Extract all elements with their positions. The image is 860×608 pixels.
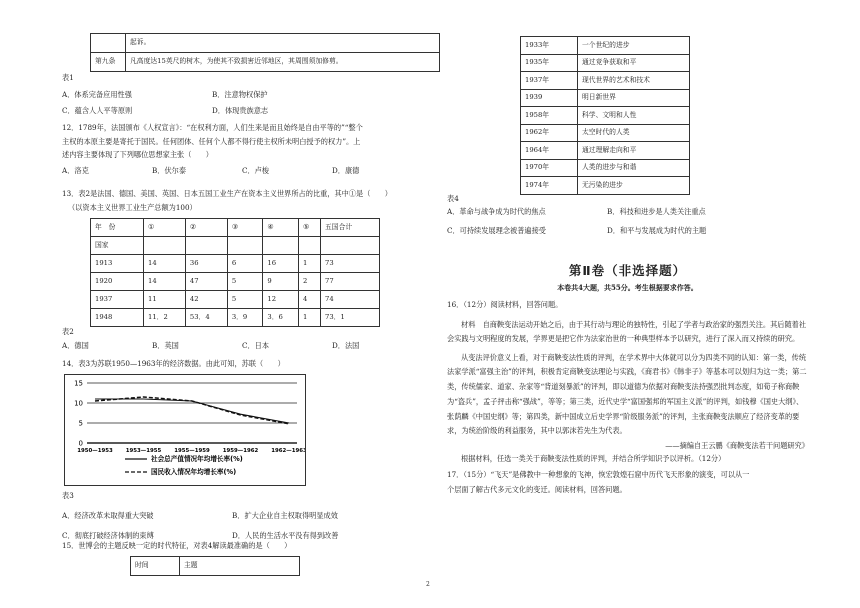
part2-subtitle: 本卷共4大题，共55分。考生根据要求作答。 bbox=[557, 283, 698, 292]
table-row bbox=[521, 54, 690, 72]
q12-line1: 12．1789年，法国颁布《人权宣言》：“在权利方面，人们生来是而且始终是自由平等的”“整个 bbox=[62, 123, 363, 132]
q14-options bbox=[62, 511, 402, 540]
q13-option-a: A．德国 bbox=[62, 341, 89, 350]
x-tick-label: 1950—1953 bbox=[77, 448, 113, 454]
q11-option-a: A．体系完备应用性强 bbox=[62, 90, 132, 99]
y-tick-label: 10 bbox=[74, 399, 83, 408]
industry-header-c4: ④ bbox=[263, 219, 299, 237]
cell: 9 bbox=[263, 273, 299, 291]
table-row bbox=[521, 142, 690, 160]
table-row bbox=[521, 89, 690, 107]
cell: 1913 bbox=[91, 255, 144, 273]
q13-option-d: D．法国 bbox=[332, 341, 360, 350]
cell: 11．2 bbox=[144, 309, 186, 327]
table-row bbox=[91, 255, 380, 273]
growth-chart-svg bbox=[65, 375, 305, 485]
expo-year-cell: 1970年 bbox=[521, 159, 578, 177]
q13 bbox=[62, 189, 422, 212]
table3-caption: 表3 bbox=[62, 491, 74, 500]
expo-theme-cell: 太空时代的人类 bbox=[578, 124, 690, 142]
q14-option-a: A．经济改革未取得重大突破 bbox=[62, 511, 154, 520]
part2-title: 第Ⅱ卷（非选择题） bbox=[568, 263, 687, 278]
q12-line3: 述内容主要体现了下列哪位思想家主张（ ） bbox=[62, 150, 213, 160]
expo-year-cell: 1935年 bbox=[521, 54, 578, 72]
q16-question: 根据材料，任选一类关于商鞅变法性质的评判，并结合所学知识予以评析。（12分） bbox=[461, 453, 726, 463]
table4-caption: 表4 bbox=[447, 194, 459, 203]
y-tick-label: 5 bbox=[78, 419, 83, 428]
cell: 5 bbox=[227, 273, 263, 291]
industry-header-country: 国家 bbox=[91, 237, 144, 255]
table-row bbox=[521, 37, 690, 55]
x-tick-label: 1959—1962 bbox=[222, 448, 259, 454]
q14-option-c: C．彻底打破经济体制的束缚 bbox=[62, 530, 154, 540]
expo-theme-cell: 通过理解走向和平 bbox=[578, 142, 690, 160]
q15-line1: 15．世博会的主题反映一定的时代特征，对表4解读最准确的是（ ） bbox=[62, 541, 292, 550]
cell: 1 bbox=[299, 309, 321, 327]
cell: 14 bbox=[144, 255, 186, 273]
expo-table-head bbox=[130, 556, 300, 576]
cell: 73．1 bbox=[321, 309, 380, 327]
table2-caption: 表2 bbox=[62, 327, 74, 336]
q11-option-b: B．注意物权保护 bbox=[212, 90, 268, 99]
expo-year-cell: 1964年 bbox=[521, 142, 578, 160]
page-number: 2 bbox=[426, 581, 430, 588]
q14-option-b: B．扩大企业自主权取得明显成效 bbox=[232, 511, 338, 520]
cell: 3．9 bbox=[227, 309, 263, 327]
industry-header-c3: ③ bbox=[227, 219, 263, 237]
q14-option-d: D．人民的生活水平没有得到改善 bbox=[232, 530, 339, 540]
q13-options bbox=[62, 341, 422, 351]
expo-year-cell: 1937年 bbox=[521, 72, 578, 90]
q17-line2: 个层面了解古代多元文化的变迁。阅读材料，回答问题。 bbox=[447, 485, 627, 495]
expo-year-cell: 1958年 bbox=[521, 107, 578, 125]
expo-col-time: 时间 bbox=[131, 557, 180, 576]
expo-theme-cell: 现代世界的艺术和技术 bbox=[578, 72, 690, 90]
q13-line1: 13．表2是法国、德国、美国、英国、日本五国工业生产在资本主义世界所占的比重，其中①是（ ） bbox=[62, 189, 392, 198]
cell: 1937 bbox=[91, 291, 144, 309]
q16-head: 16．（12分）阅读材料，回答问题。 bbox=[447, 300, 563, 309]
q12-option-c: C．卢梭 bbox=[242, 166, 270, 176]
q11-options bbox=[62, 90, 362, 115]
cell: 42 bbox=[185, 291, 227, 309]
table-row bbox=[521, 72, 690, 90]
q12-line2: 主权的本原主要是寄托于国民。任何团体、任何个人都不得行使主权所未明白授予的权力”。上 bbox=[62, 136, 361, 146]
q11-option-c: C．蕴含人人平等原则 bbox=[62, 105, 133, 115]
law-row2-label: 第九条 bbox=[91, 53, 126, 72]
cell: 16 bbox=[263, 255, 299, 273]
expo-year-cell: 1933年 bbox=[521, 37, 578, 55]
q12-options bbox=[62, 166, 422, 176]
expo-year-cell: 1974年 bbox=[521, 177, 578, 195]
cell: 77 bbox=[321, 273, 380, 291]
cell: 14 bbox=[144, 273, 186, 291]
growth-chart bbox=[64, 374, 306, 486]
q15-option-b: B．科技和进步是人类关注重点 bbox=[607, 207, 706, 216]
cell: 6 bbox=[227, 255, 263, 273]
q15-option-a: A．革命与战争成为时代的焦点 bbox=[447, 207, 546, 216]
industry-header-year bbox=[91, 219, 144, 237]
cell: 5 bbox=[227, 291, 263, 309]
cell: 53．4 bbox=[185, 309, 227, 327]
table-row bbox=[521, 107, 690, 125]
table-row bbox=[91, 309, 380, 327]
cell: 2 bbox=[299, 273, 321, 291]
q13-option-b: B．英国 bbox=[152, 341, 179, 350]
series-line-2 bbox=[95, 397, 289, 424]
industry-header-year-label: 年 份 bbox=[95, 222, 116, 231]
cell: 1948 bbox=[91, 309, 144, 327]
expo-col-theme: 主题 bbox=[180, 557, 300, 576]
q12 bbox=[62, 123, 422, 176]
cell: 12 bbox=[263, 291, 299, 309]
q13-option-c: C．日本 bbox=[242, 341, 270, 350]
legend-label-1: 社会总产值情况年均增长率(%) bbox=[151, 455, 243, 463]
expo-theme-cell: 人类的进步与和谐 bbox=[578, 159, 690, 177]
table-row bbox=[521, 177, 690, 195]
cell: 3．6 bbox=[263, 309, 299, 327]
law-row1-text: 起诉。 bbox=[126, 34, 440, 53]
legend-label-2: 国民收入情况年均增长率(%) bbox=[151, 468, 237, 476]
q16-para2: 从变法评价意义上看，对于商鞅变法性质的评判，在学术界中大体就可以分为四类不同的认知：第一类，传统法家学派“富强主治”的评判，积极肯定商鞅变法理论与实践，《商君书》《韩非子》等基本可以划归为这一类；第二类，传统儒家、道家、杂家等“背道刻暴派”的评判，即以道德为依据对商鞅变法持强烈批判态度，如荀子称商鞅为“盗兵”，孟子抨击称“强战”，等等；第三类，近代史学“富国强邦的军国主义派”的评判，如钱穆《国史大纲》、张荫麟《中国史纲》等；第四类，新中国成立后史学界“阶级服务派”的评判，主张商鞅变法顺应了经济变革的要求，为统治阶级的利益服务，其中以郭沫若先生为代表。 bbox=[447, 352, 807, 436]
table-row bbox=[91, 291, 380, 309]
q15-option-d: D．和平与发展成为时代的主题 bbox=[607, 225, 707, 235]
cell: 36 bbox=[185, 255, 227, 273]
cell: 1 bbox=[299, 255, 321, 273]
x-tick-label: 1953—1955 bbox=[125, 448, 162, 454]
expo-theme-cell: 通过竞争获取和平 bbox=[578, 54, 690, 72]
y-tick-label: 15 bbox=[74, 379, 83, 388]
expo-year-cell: 1939 bbox=[521, 89, 578, 107]
q16-source: ——摘编自王云鹏《商鞅变法若干问题研究》 bbox=[665, 441, 809, 451]
q14-line1: 14．表3为苏联1950—1963年的经济数据。由此可知，苏联（ ） bbox=[62, 359, 285, 368]
cell: 4 bbox=[299, 291, 321, 309]
industry-header-c2: ② bbox=[185, 219, 227, 237]
q15-options bbox=[447, 207, 767, 235]
cell: 1920 bbox=[91, 273, 144, 291]
table-row bbox=[521, 124, 690, 142]
industry-header-c1: ① bbox=[144, 219, 186, 237]
expo-theme-cell: 明日新世界 bbox=[578, 89, 690, 107]
table1-caption: 表1 bbox=[62, 73, 74, 82]
q12-option-a: A．洛克 bbox=[62, 166, 89, 176]
law-row2-text: 凡高度达15英尺的树木，为使其不致损害近邻地区，其周围须加修剪。 bbox=[126, 53, 440, 72]
q13-line2: （以资本主义世界工业生产总额为100） bbox=[68, 202, 197, 212]
table-row bbox=[91, 273, 380, 291]
law-table bbox=[90, 33, 440, 72]
cell: 11 bbox=[144, 291, 186, 309]
cell: 73 bbox=[321, 255, 380, 273]
expo-table bbox=[520, 36, 690, 195]
y-tick-label: 0 bbox=[78, 439, 83, 448]
industry-header-c5: ⑤ bbox=[299, 219, 321, 237]
expo-theme-cell: 科学、文明和人性 bbox=[578, 107, 690, 125]
q17-line1: 17．（15分）“飞天”是佛教中一种想象的飞神，恢宏敦煌石窟中历代飞天形象的演变，可以从一 bbox=[447, 469, 750, 479]
q11-option-d: D．体现贵族意志 bbox=[212, 105, 269, 115]
x-tick-label: 1962—1963 bbox=[271, 448, 305, 454]
x-tick-label: 1955—1959 bbox=[174, 448, 210, 454]
expo-theme-cell: 一个世纪的进步 bbox=[578, 37, 690, 55]
expo-theme-cell: 无污染的进步 bbox=[578, 177, 690, 195]
industry-table bbox=[90, 218, 380, 327]
table-row bbox=[521, 159, 690, 177]
industry-header-total: 五国合计 bbox=[321, 219, 380, 237]
q16 bbox=[447, 300, 809, 495]
q16-para1: 材料 自商鞅变法运动开始之后，由于其行动与理论的独特性，引起了学者与政治家的强烈关注。其后随着社会实践与文明程度的发展，学界更是把它作为法家治世的一种典型样本予以研究，进行了深入而又持续的研究。 bbox=[447, 319, 807, 344]
cell: 47 bbox=[185, 273, 227, 291]
expo-year-cell: 1962年 bbox=[521, 124, 578, 142]
q12-option-b: B．伏尔泰 bbox=[152, 166, 187, 176]
q12-option-d: D．康德 bbox=[332, 166, 360, 176]
q15-option-c: C．可持续发展理念被普遍接受 bbox=[447, 225, 546, 235]
cell: 74 bbox=[321, 291, 380, 309]
